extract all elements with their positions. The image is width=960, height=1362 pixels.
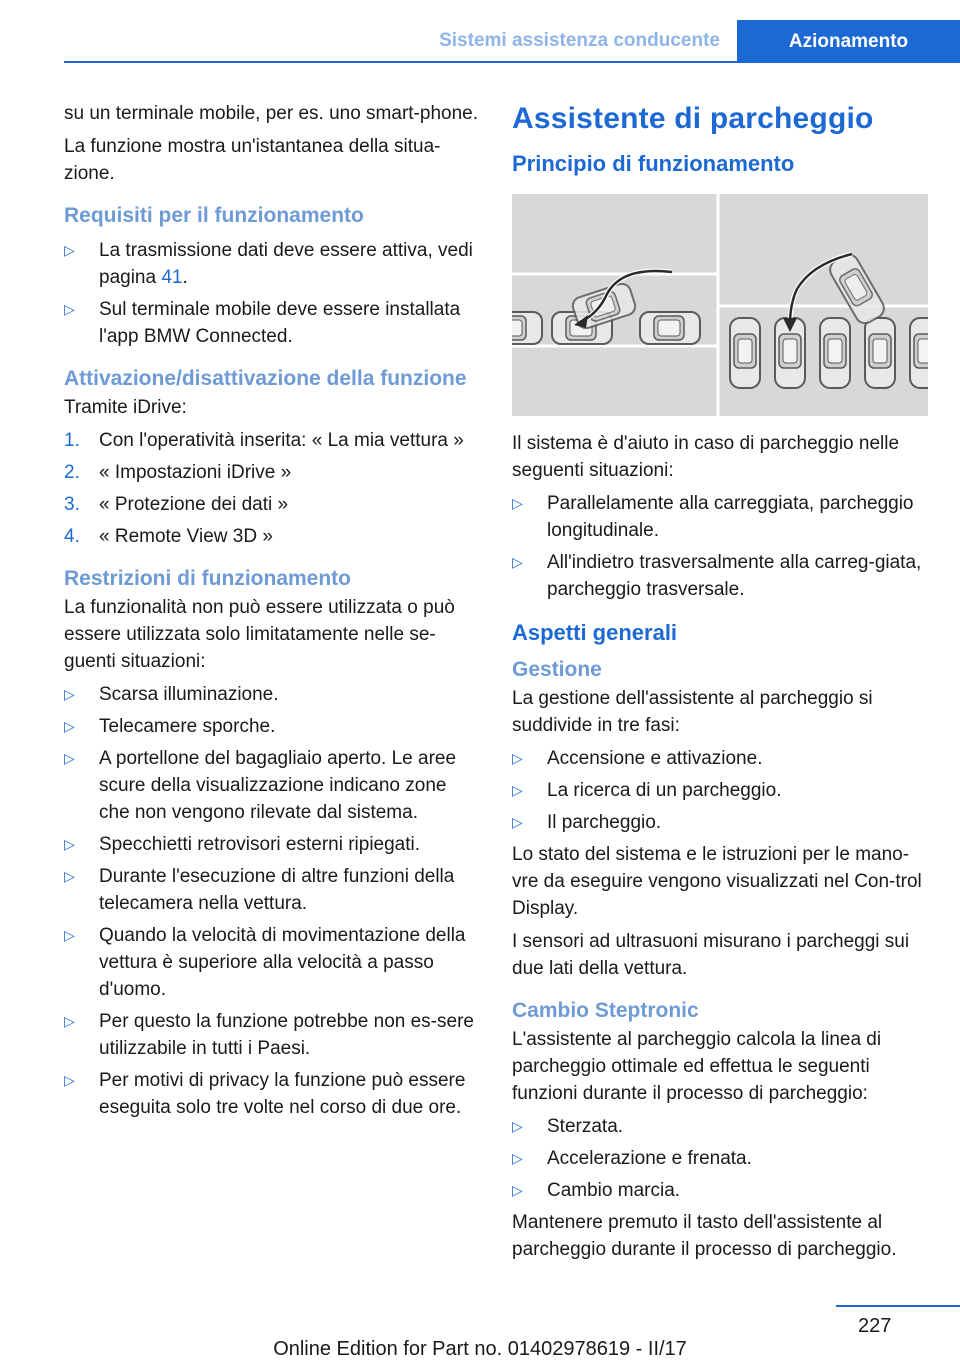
item-text: A portellone del bagagliaio aperto. Le aree scure della visualizzazione indicano zone che non vengono rilevate dal sistema. <box>99 748 457 823</box>
activation-intro: Tramite iDrive: <box>64 397 187 418</box>
restrictions-intro: La funzionalità non può essere utilizzata o può essere utilizzata solo limitatamente nelle se-guenti situazioni: <box>64 597 455 672</box>
triangle-bullet-icon: ▷ <box>64 1013 75 1029</box>
gestione-heading: Gestione <box>512 658 602 681</box>
section-title: Assistente di parcheggio <box>512 102 874 135</box>
triangle-bullet-icon: ▷ <box>512 750 523 766</box>
triangle-bullet-icon: ▷ <box>512 554 523 570</box>
intro-paragraph: La funzione mostra un'istantanea della situa-zione. <box>64 136 441 184</box>
item-text: Per questo la funzione potrebbe non es-sere utilizzabile in tutti i Paesi. <box>99 1011 474 1059</box>
item-text: Accensione e attivazione. <box>547 748 763 769</box>
page-reference-link[interactable]: 41 <box>161 267 183 288</box>
parking-diagram <box>512 194 928 416</box>
steptronic-heading: Cambio Steptronic <box>512 999 699 1022</box>
step-number: 3. <box>64 494 80 515</box>
activation-heading: Attivazione/disattivazione della funzione <box>64 367 467 390</box>
triangle-bullet-icon: ▷ <box>64 1072 75 1088</box>
requirements-heading: Requisiti per il funzionamento <box>64 204 364 227</box>
item-text: Sul terminale mobile deve essere installata l'app BMW Connected. <box>99 299 461 347</box>
left-column <box>64 100 482 1126</box>
triangle-bullet-icon: ▷ <box>64 836 75 852</box>
triangle-bullet-icon: ▷ <box>512 782 523 798</box>
gestione-paragraph: Lo stato del sistema e le istruzioni per le mano-vre da eseguire vengono visualizzati nel Con-trol Display. <box>512 844 922 919</box>
gestione-paragraph: I sensori ad ultrasuoni misurano i parcheggi sui due lati della vettura. <box>512 931 910 979</box>
parking-illustration <box>512 194 928 416</box>
restrictions-list <box>64 681 482 1121</box>
page-header <box>0 0 960 64</box>
restrictions-heading: Restrizioni di funzionamento <box>64 567 351 590</box>
triangle-bullet-icon: ▷ <box>512 495 523 511</box>
footer-rule <box>836 1305 960 1307</box>
list-item <box>512 490 932 544</box>
list-item <box>512 549 932 603</box>
item-text: All'indietro trasversalmente alla carreg-giata, parcheggio trasversale. <box>547 552 922 600</box>
triangle-bullet-icon: ▷ <box>512 1182 523 1198</box>
page-number: 227 <box>858 1315 892 1337</box>
list-item <box>64 296 482 350</box>
step-text: « Protezione dei dati » <box>99 494 289 515</box>
list-item <box>64 922 482 1003</box>
list-item <box>64 1008 482 1062</box>
list-item <box>64 831 482 858</box>
list-item <box>64 863 482 917</box>
triangle-bullet-icon: ▷ <box>64 927 75 943</box>
header-rule <box>64 61 960 63</box>
list-item <box>64 681 482 708</box>
triangle-bullet-icon: ▷ <box>512 1150 523 1166</box>
step-text: Con l'operatività inserita: « La mia vettura » <box>99 430 464 451</box>
step-text: « Impostazioni iDrive » <box>99 462 292 483</box>
item-text: La trasmissione dati deve essere attiva, vedi pagina <box>99 240 473 288</box>
step-item <box>64 523 482 550</box>
steptronic-list <box>512 1113 932 1204</box>
item-text: Durante l'esecuzione di altre funzioni della telecamera nella vettura. <box>99 866 455 914</box>
item-text: Accelerazione e frenata. <box>547 1148 752 1169</box>
step-number: 4. <box>64 526 80 547</box>
step-item <box>64 459 482 486</box>
list-item <box>64 713 482 740</box>
item-text: Parallelamente alla carreggiata, parcheggio longitudinale. <box>547 493 914 541</box>
general-heading: Aspetti generali <box>512 620 678 645</box>
item-text: La ricerca di un parcheggio. <box>547 780 782 801</box>
principle-heading: Principio di funzionamento <box>512 151 795 176</box>
item-text: Cambio marcia. <box>547 1180 681 1201</box>
steptronic-text: L'assistente al parcheggio calcola la linea di parcheggio ottimale ed effettua le seguenti funzioni durante il processo di parcheggio: <box>512 1029 882 1104</box>
triangle-bullet-icon: ▷ <box>64 868 75 884</box>
list-item <box>64 237 482 291</box>
list-item <box>512 1177 932 1204</box>
step-text: « Remote View 3D » <box>99 526 273 547</box>
gestione-text: La gestione dell'assistente al parcheggio si suddivide in tre fasi: <box>512 688 873 736</box>
item-text: Scarsa illuminazione. <box>99 684 279 705</box>
intro-paragraph: su un terminale mobile, per es. uno smart-phone. <box>64 103 478 124</box>
principle-list <box>512 490 932 603</box>
header-section-title: Sistemi assistenza conducente <box>439 30 720 51</box>
triangle-bullet-icon: ▷ <box>64 718 75 734</box>
triangle-bullet-icon: ▷ <box>64 686 75 702</box>
list-item <box>512 745 932 772</box>
list-item <box>512 1145 932 1172</box>
gestione-list <box>512 745 932 836</box>
activation-steps <box>64 427 482 550</box>
right-column <box>512 100 932 1269</box>
item-text: Il parcheggio. <box>547 812 662 833</box>
item-text: Specchietti retrovisori esterni ripiegati. <box>99 834 421 855</box>
triangle-bullet-icon: ▷ <box>64 750 75 766</box>
header-chapter-tab: Azionamento <box>737 20 960 63</box>
item-text-end: . <box>182 267 188 288</box>
triangle-bullet-icon: ▷ <box>512 814 523 830</box>
steptronic-paragraph: Mantenere premuto il tasto dell'assistente al parcheggio durante il processo di parcheggio. <box>512 1212 897 1260</box>
triangle-bullet-icon: ▷ <box>512 1118 523 1134</box>
step-item <box>64 427 482 454</box>
item-text: Telecamere sporche. <box>99 716 276 737</box>
principle-text: Il sistema è d'aiuto in caso di parcheggio nelle seguenti situazioni: <box>512 433 900 481</box>
item-text: Sterzata. <box>547 1116 624 1137</box>
step-number: 1. <box>64 430 80 451</box>
edition-note: Online Edition for Part no. 01402978619 - II/17 <box>273 1338 687 1360</box>
step-item <box>64 491 482 518</box>
triangle-bullet-icon: ▷ <box>64 301 75 317</box>
item-text: Quando la velocità di movimentazione della vettura è superiore alla velocità a passo d'uomo. <box>99 925 466 1000</box>
list-item <box>512 809 932 836</box>
list-item <box>64 1067 482 1121</box>
list-item <box>512 777 932 804</box>
item-text: Per motivi di privacy la funzione può essere eseguita solo tre volte nel corso di due ore. <box>99 1070 466 1118</box>
requirements-list <box>64 237 482 350</box>
list-item <box>64 745 482 826</box>
triangle-bullet-icon: ▷ <box>64 242 75 258</box>
step-number: 2. <box>64 462 80 483</box>
list-item <box>512 1113 932 1140</box>
